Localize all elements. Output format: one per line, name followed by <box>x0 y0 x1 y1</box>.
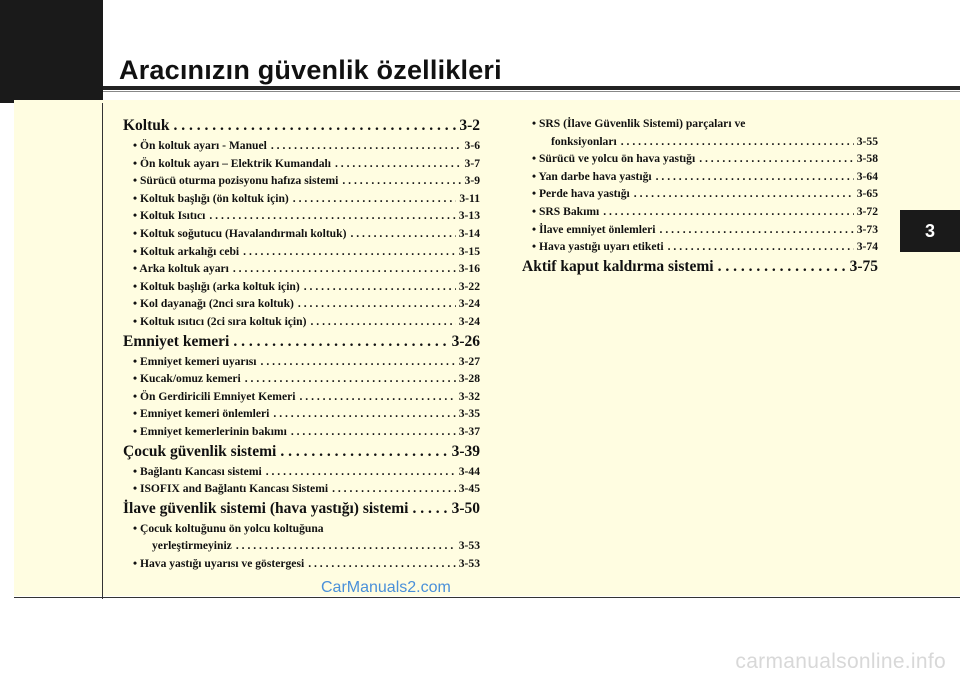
toc-page-number: 3-7 <box>464 156 480 170</box>
toc-page-number: 3-14 <box>458 226 480 240</box>
bottom-rule <box>14 597 960 598</box>
toc-entry-label: • Hava yastığı uyarısı ve göstergesi <box>133 556 305 570</box>
toc-entry-label: • Sürücü oturma pozisyonu hafıza sistemi <box>133 174 339 188</box>
toc-subsection-entry[interactable] <box>123 555 480 573</box>
toc-dot-leader <box>304 278 456 296</box>
toc-subsection-entry[interactable] <box>522 238 878 256</box>
toc-subsection-entry[interactable] <box>123 353 480 371</box>
toc-entry-label: • Yan darbe hava yastığı <box>532 169 652 183</box>
toc-subsection-entry[interactable] <box>123 243 480 261</box>
toc-dot-leader <box>273 405 455 423</box>
toc-dot-leader <box>634 185 854 203</box>
toc-page-number: 3-37 <box>458 424 480 438</box>
toc-subsection-entry[interactable] <box>522 221 878 239</box>
toc-subsection-entry[interactable] <box>123 190 480 208</box>
title-rule-thin <box>103 91 960 92</box>
toc-dot-leader <box>350 225 455 243</box>
title-rule <box>103 86 960 90</box>
toc-entry-label: • Bağlantı Kancası sistemi <box>133 464 262 478</box>
toc-section-entry[interactable] <box>123 441 480 463</box>
corner-block <box>0 0 103 103</box>
toc-page-number: 3-72 <box>856 204 878 218</box>
toc-dot-leader <box>718 256 847 278</box>
toc-entry-label: • Ön Gerdiricili Emniyet Kemeri <box>133 389 296 403</box>
toc-page-number: 3-2 <box>459 117 480 134</box>
toc-section-entry[interactable] <box>522 256 878 278</box>
toc-subsection-entry[interactable] <box>123 537 480 555</box>
toc-subsection-entry[interactable] <box>123 370 480 388</box>
toc-dot-leader <box>261 353 456 371</box>
toc-section-entry[interactable] <box>123 115 480 137</box>
toc-page-number: 3-58 <box>856 152 878 166</box>
toc-page-number: 3-64 <box>856 169 878 183</box>
toc-dot-leader <box>245 370 456 388</box>
toc-subsection-entry[interactable] <box>123 260 480 278</box>
toc-dot-leader <box>308 555 456 573</box>
toc-subsection-entry[interactable] <box>123 480 480 498</box>
toc-entry-label: • Koltuk başlığı (arka koltuk için) <box>133 279 300 293</box>
toc-subsection-entry[interactable] <box>123 405 480 423</box>
toc-subsection-entry[interactable] <box>123 388 480 406</box>
toc-page-number: 3-24 <box>458 314 480 328</box>
toc-page-number: 3-9 <box>464 174 480 188</box>
toc-page-number: 3-15 <box>458 244 480 258</box>
toc-dot-leader <box>603 203 854 221</box>
toc-dot-leader <box>660 221 854 239</box>
toc-dot-leader <box>243 243 456 261</box>
toc-dot-leader <box>656 168 854 186</box>
toc-dot-leader <box>266 463 456 481</box>
toc-entry-label: Çocuk güvenlik sistemi <box>123 442 277 460</box>
toc-dot-leader <box>412 498 448 520</box>
toc-subsection-entry[interactable] <box>123 172 480 190</box>
toc-subsection-entry[interactable] <box>522 115 878 133</box>
toc-entry-label: • Arka koltuk ayarı <box>133 262 229 276</box>
toc-entry-label: • Kucak/omuz kemeri <box>133 372 241 386</box>
toc-entry-label: • ISOFIX and Bağlantı Kancası Sistemi <box>133 482 329 496</box>
toc-page-number: 3-73 <box>856 222 878 236</box>
toc-dot-leader <box>342 172 461 190</box>
toc-entry-label: yerleştirmeyiniz <box>152 539 232 553</box>
toc-page-number: 3-53 <box>458 539 480 553</box>
toc-page-number: 3-53 <box>458 556 480 570</box>
toc-entry-label: • Ön koltuk ayarı – Elektrik Kumandalı <box>133 156 331 170</box>
toc-page-number: 3-16 <box>458 262 480 276</box>
toc-subsection-entry[interactable] <box>522 133 878 151</box>
toc-page-number: 3-13 <box>458 209 480 223</box>
toc-entry-label: • Emniyet kemerlerinin bakımı <box>133 424 287 438</box>
toc-entry-label: • Koltuk ısıtıcı (2ci sıra koltuk için) <box>133 314 307 328</box>
toc-page-number: 3-26 <box>451 332 480 350</box>
footer-text: carmanualsonline.info <box>735 650 946 673</box>
toc-entry-label: • İlave emniyet önlemleri <box>532 222 656 236</box>
toc-entry-label: • Perde hava yastığı <box>532 187 630 201</box>
toc-section-entry[interactable] <box>123 498 480 520</box>
toc-subsection-entry[interactable] <box>522 203 878 221</box>
toc-subsection-entry[interactable] <box>123 225 480 243</box>
toc-dot-leader <box>621 133 854 151</box>
toc-subsection-entry[interactable] <box>522 185 878 203</box>
toc-entry-label: • SRS Bakımı <box>532 204 600 218</box>
page-title: Aracınızın güvenlik özellikleri <box>119 55 502 85</box>
toc-dot-leader <box>310 313 455 331</box>
toc-column-left <box>123 115 480 572</box>
toc-entry-label: • Ön koltuk ayarı - Manuel <box>133 139 267 152</box>
toc-dot-leader <box>335 155 462 173</box>
toc-subsection-entry[interactable] <box>123 155 480 173</box>
toc-subsection-entry[interactable] <box>522 168 878 186</box>
toc-subsection-entry[interactable] <box>123 278 480 296</box>
toc-page-number: 3-39 <box>451 442 480 460</box>
toc-page-number: 3-22 <box>458 279 480 293</box>
toc-page-number: 3-44 <box>458 464 480 478</box>
chapter-tab[interactable]: 3 <box>900 210 960 252</box>
toc-section-entry[interactable] <box>123 331 480 353</box>
toc-subsection-entry[interactable] <box>522 150 878 168</box>
toc-dot-leader <box>299 388 455 406</box>
toc-entry-label: Aktif kaput kaldırma sistemi <box>522 257 714 275</box>
toc-page-number: 3-28 <box>458 372 480 386</box>
toc-subsection-entry[interactable] <box>123 137 480 155</box>
left-margin-rule <box>102 103 103 599</box>
toc-subsection-entry[interactable] <box>123 207 480 225</box>
toc-subsection-entry[interactable] <box>123 463 480 481</box>
toc-dot-leader <box>233 260 456 278</box>
toc-page-number: 3-24 <box>458 297 480 311</box>
toc-page-number: 3-65 <box>856 187 878 201</box>
toc-page-number: 3-27 <box>458 354 480 368</box>
toc-dot-leader <box>699 150 854 168</box>
toc-page-number: 3-75 <box>849 257 878 275</box>
toc-entry-label: • SRS (İlave Güvenlik Sistemi) parçaları ve <box>532 117 746 130</box>
toc-entry-label: Koltuk <box>123 117 170 134</box>
toc-entry-label: • Koltuk Isıtıcı <box>133 209 206 223</box>
toc-entry-label: • Koltuk başlığı (ön koltuk için) <box>133 191 289 205</box>
toc-page-number: 3-32 <box>458 389 480 403</box>
toc-dot-leader <box>233 331 448 353</box>
toc-entry-label: Emniyet kemeri <box>123 332 230 350</box>
toc-entry-label: • Çocuk koltuğunu ön yolcu koltuğuna <box>133 521 324 535</box>
toc-dot-leader <box>298 295 456 313</box>
toc-page-number: 3-74 <box>856 240 878 254</box>
toc-dot-leader <box>174 115 457 137</box>
toc-dot-leader <box>291 423 456 441</box>
toc-page-number: 3-11 <box>459 191 480 205</box>
toc-subsection-entry[interactable] <box>123 295 480 313</box>
toc-page-number: 3-6 <box>464 139 480 152</box>
toc-dot-leader <box>280 441 448 463</box>
toc-entry-label: • Hava yastığı uyarı etiketi <box>532 240 664 254</box>
toc-entry-label: • Emniyet kemeri önlemleri <box>133 407 270 421</box>
toc-page-number: 3-55 <box>856 134 878 148</box>
toc-dot-leader <box>271 137 462 155</box>
toc-page-number: 3-45 <box>458 482 480 496</box>
toc-entry-label: fonksiyonları <box>551 134 617 148</box>
toc-subsection-entry[interactable] <box>123 313 480 331</box>
toc-column-right <box>522 115 878 278</box>
toc-dot-leader <box>236 537 456 555</box>
toc-entry-label: İlave güvenlik sistemi (hava yastığı) sistemi <box>123 499 409 517</box>
toc-entry-label: • Emniyet kemeri uyarısı <box>133 354 257 368</box>
toc-entry-label: • Sürücü ve yolcu ön hava yastığı <box>532 152 696 166</box>
toc-subsection-entry[interactable] <box>123 423 480 441</box>
toc-dot-leader <box>209 207 455 225</box>
toc-entry-label: • Koltuk arkalığı cebi <box>133 244 240 258</box>
toc-entry-label: • Kol dayanağı (2nci sıra koltuk) <box>133 297 294 311</box>
toc-subsection-entry[interactable] <box>123 520 480 538</box>
toc-dot-leader <box>293 190 457 208</box>
toc-page-number: 3-50 <box>451 499 480 517</box>
watermark-link[interactable]: CarManuals2.com <box>321 579 451 596</box>
toc-dot-leader <box>668 238 854 256</box>
toc-dot-leader <box>332 480 456 498</box>
toc-entry-label: • Koltuk soğutucu (Havalandırmalı koltuk) <box>133 226 347 240</box>
toc-page-number: 3-35 <box>458 407 480 421</box>
